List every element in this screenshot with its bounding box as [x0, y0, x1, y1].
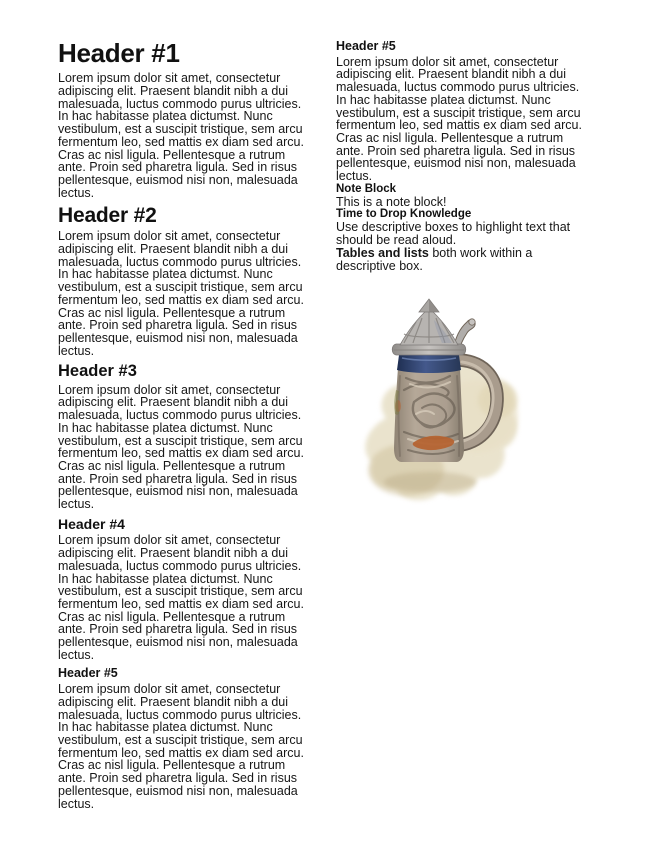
- body-paragraph: Lorem ipsum dolor sit amet, consectetur adipiscing elit. Praesent blandit nibh a dui malesuada, luctus commodo purus ultricies. In hac habitasse platea dictumst. Nunc vestibulum, est a suscipit tristique, sem arcu fermentum leo, sed mattis ex diam sed arcu. Cras ac nisl ligula. Pellentesque a rutrum ante. Proin sed pharetra ligula. Sed in risus pellentesque, euismod nisi non, malesuada lectus.: [58, 682, 304, 811]
- beer-stein-illustration: [356, 298, 526, 510]
- two-column-layout: [58, 40, 652, 810]
- section-h1: [58, 40, 310, 199]
- stein-lid: [400, 299, 458, 345]
- thumblift-knob: [469, 319, 475, 325]
- splash-under-shadow: [384, 472, 476, 492]
- note-block-body: This is a note block!: [336, 194, 447, 209]
- left-column: [58, 40, 310, 810]
- note-block-title: Note Block: [336, 182, 397, 195]
- section-h2: [58, 205, 310, 357]
- heading-5: Header #5: [336, 39, 396, 53]
- section-h4: [58, 517, 310, 662]
- body-paragraph: Lorem ipsum dolor sit amet, consectetur adipiscing elit. Praesent blandit nibh a dui malesuada, luctus commodo purus ultricies. In hac habitasse platea dictumst. Nunc vestibulum, est a suscipit tristique, sem arcu fermentum leo, sed mattis ex diam sed arcu. Cras ac nisl ligula. Pellentesque a rutrum ante. Proin sed pharetra ligula. Sed in risus pellentesque, euismod nisi non, malesuada lectus.: [58, 71, 304, 200]
- beer-stein-figure: [356, 298, 526, 510]
- knowledge-body: Use descriptive boxes to highlight text that should be read aloud.: [336, 220, 571, 248]
- body-paragraph: Lorem ipsum dolor sit amet, consectetur adipiscing elit. Praesent blandit nibh a dui malesuada, luctus commodo purus ultricies. In hac habitasse platea dictumst. Nunc vestibulum, est a suscipit tristique, sem arcu fermentum leo, sed mattis ex diam sed arcu. Cras ac nisl ligula. Pellentesque a rutrum ante. Proin sed pharetra ligula. Sed in risus pellentesque, euismod nisi non, malesuada lectus.: [58, 533, 304, 662]
- heading-1: Header #1: [58, 38, 180, 68]
- stein-blue-band: [397, 355, 461, 373]
- heading-3: Header #3: [58, 362, 137, 381]
- section-h5-left: [58, 667, 310, 810]
- tables-line: [336, 247, 588, 272]
- heading-2: Header #2: [58, 204, 157, 228]
- heading-5: Header #5: [58, 666, 118, 681]
- section-h5-right: [336, 40, 588, 183]
- tables-rest: both work within a descriptive box.: [336, 245, 533, 273]
- knowledge-title: Time to Drop Knowledge: [336, 208, 472, 221]
- stein-rim: [392, 344, 466, 355]
- tables-bold-lead: Tables and lists: [336, 245, 429, 260]
- right-column: [336, 40, 588, 810]
- body-paragraph: Lorem ipsum dolor sit amet, consectetur adipiscing elit. Praesent blandit nibh a dui malesuada, luctus commodo purus ultricies. In hac habitasse platea dictumst. Nunc vestibulum, est a suscipit tristique, sem arcu fermentum leo, sed mattis ex diam sed arcu. Cras ac nisl ligula. Pellentesque a rutrum ante. Proin sed pharetra ligula. Sed in risus pellentesque, euismod nisi non, malesuada lectus.: [58, 382, 304, 512]
- body-paragraph: Lorem ipsum dolor sit amet, consectetur adipiscing elit. Praesent blandit nibh a dui malesuada, luctus commodo purus ultricies. In hac habitasse platea dictumst. Nunc vestibulum, est a suscipit tristique, sem arcu fermentum leo, sed mattis ex diam sed arcu. Cras ac nisl ligula. Pellentesque a rutrum ante. Proin sed pharetra ligula. Sed in risus pellentesque, euismod nisi non, malesuada lectus.: [58, 229, 304, 358]
- body-paragraph: Lorem ipsum dolor sit amet, consectetur adipiscing elit. Praesent blandit nibh a dui malesuada, luctus commodo purus ultricies. In hac habitasse platea dictumst. Nunc vestibulum, est a suscipit tristique, sem arcu fermentum leo, sed mattis ex diam sed arcu. Cras ac nisl ligula. Pellentesque a rutrum ante. Proin sed pharetra ligula. Sed in risus pellentesque, euismod nisi non, malesuada lectus.: [336, 54, 582, 184]
- section-h3: [58, 363, 310, 510]
- heading-4: Header #4: [58, 515, 125, 532]
